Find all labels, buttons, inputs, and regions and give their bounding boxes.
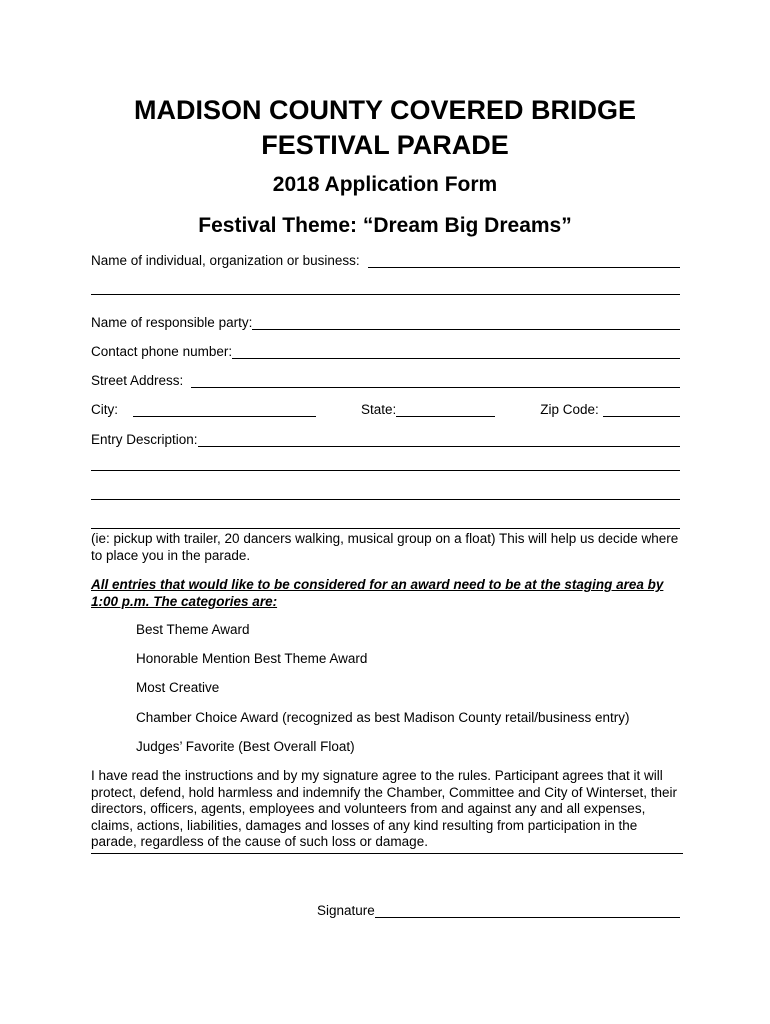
agreement-text: I have read the instructions and by my signature agree to the rules. Participant agrees that it will protect, defend, hold harmless and indemnify the Chamber, Committee and City of Winterset, their directors, officers, agents, employees and volunteers from and against any and all expenses, claims, actions, liabilities, damages and losses of any kind resulting from participation in the parade, regardless of the cause of such loss or damage. [91,768,683,854]
city-field[interactable] [133,402,316,417]
entry-field-line2[interactable] [91,470,680,471]
responsible-label: Name of responsible party: [91,315,253,330]
signature-row [317,900,680,918]
responsible-field[interactable] [252,315,680,330]
phone-row [91,339,680,359]
zip-label: Zip Code: [540,402,599,417]
phone-label: Contact phone number: [91,344,233,359]
category-item: Most Creative [136,680,220,695]
name-row [91,248,680,268]
signature-label: Signature [317,903,375,918]
form-title-line1: MADISON COUNTY COVERED BRIDGE [133,95,637,125]
entry-row [91,427,680,447]
phone-field[interactable] [232,344,680,359]
street-label: Street Address: [91,373,184,388]
state-field[interactable] [396,402,495,417]
entry-hint: (ie: pickup with trailer, 20 dancers walking, musical group on a float) This will help us decide where to place you in the parade. [91,531,679,563]
zip-field[interactable] [603,402,680,417]
name-field[interactable] [368,253,680,268]
award-notice: All entries that would like to be considered for an award need to be at the staging area by 1:00 p.m. The categories are: [91,577,664,609]
entry-field-line4[interactable] [91,528,680,529]
category-item: Honorable Mention Best Theme Award [136,651,368,666]
entry-label: Entry Description: [91,432,198,447]
name-field-line2[interactable] [91,294,680,295]
entry-field-line3[interactable] [91,499,680,500]
name-label: Name of individual, organization or business: [91,253,360,268]
festival-theme-heading: Festival Theme: “Dream Big Dreams” [198,214,572,237]
category-item: Chamber Choice Award (recognized as best Madison County retail/business entry) [136,710,630,725]
city-label: City: [91,402,118,417]
form-year-heading: 2018 Application Form [272,173,498,196]
signature-field[interactable] [375,903,680,918]
entry-field[interactable] [198,432,680,447]
city-state-zip-row [91,397,680,417]
state-label: State: [361,402,397,417]
category-item: Best Theme Award [136,622,250,637]
street-field[interactable] [191,373,680,388]
street-row [91,368,680,388]
responsible-row [91,310,680,330]
category-item: Judges’ Favorite (Best Overall Float) [136,739,355,754]
form-title-line2: FESTIVAL PARADE [261,130,509,160]
